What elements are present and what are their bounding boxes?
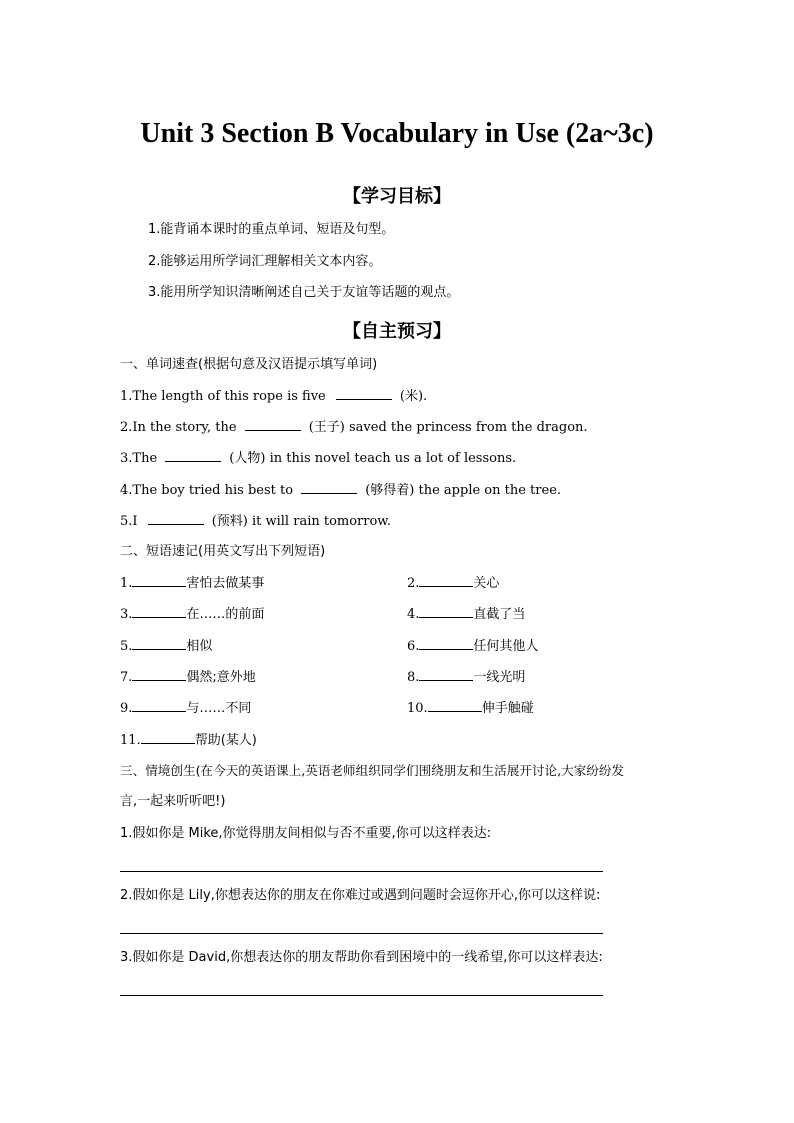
- answer-blank[interactable]: [301, 481, 357, 494]
- answer-blank[interactable]: [165, 449, 221, 462]
- answer-blank[interactable]: [419, 574, 473, 587]
- goals-heading: 【学习目标】: [343, 186, 451, 207]
- answer-blank[interactable]: [148, 512, 204, 525]
- answer-blank[interactable]: [132, 637, 186, 650]
- answer-blank[interactable]: [132, 668, 186, 681]
- answer-blank[interactable]: [141, 731, 195, 744]
- phrase-item: 6. 任何其他人: [407, 639, 539, 654]
- answer-line[interactable]: [120, 933, 603, 934]
- part3-item-3: 3.假如你是 David,你想表达你的朋友帮助你看到困境中的一线希望,你可以这样表达:: [120, 950, 603, 965]
- answer-blank[interactable]: [132, 605, 186, 618]
- phrase-item: 10. 伸手触碰: [407, 701, 534, 716]
- part3-title-line1: 三、情境创生(在今天的英语课上,英语老师组织同学们围绕朋友和生活展开讨论,大家纷纷发: [120, 763, 625, 778]
- goal-item-1: 1.能背诵本课时的重点单词、短语及句型。: [148, 222, 395, 237]
- phrase-item: 9. 与……不同: [120, 701, 252, 716]
- part1-item-3: 3.The (人物) in this novel teach us a lot of lessons.: [120, 451, 517, 466]
- phrase-item: 1. 害怕去做某事: [120, 576, 265, 591]
- phrase-item: 3. 在……的前面: [120, 607, 265, 622]
- part3-item-2: 2.假如你是 Lily,你想表达你的朋友在你难过或遇到问题时会逗你开心,你可以这样说:: [120, 888, 601, 903]
- phrase-item: 2. 关心: [407, 576, 500, 591]
- goal-item-3: 3.能用所学知识清晰阐述自己关于友谊等话题的观点。: [148, 285, 460, 300]
- part3-item-1: 1.假如你是 Mike,你觉得朋友间相似与否不重要,你可以这样表达:: [120, 826, 492, 841]
- answer-blank[interactable]: [419, 637, 473, 650]
- answer-blank[interactable]: [245, 418, 301, 431]
- answer-blank[interactable]: [419, 605, 473, 618]
- phrase-item: 11. 帮助(某人): [120, 733, 257, 748]
- phrase-item: 8. 一线光明: [407, 670, 526, 685]
- page-title: Unit 3 Section B Vocabulary in Use (2a~3c): [140, 118, 654, 149]
- goal-item-2: 2.能够运用所学词汇理解相关文本内容。: [148, 254, 382, 269]
- part2-title: 二、短语速记(用英文写出下列短语): [120, 544, 326, 559]
- part1-item-5: 5.I (预料) it will rain tomorrow.: [120, 514, 392, 529]
- preview-heading: 【自主预习】: [343, 321, 451, 342]
- part1-item-2: 2.In the story, the (王子) saved the princess from the dragon.: [120, 420, 588, 435]
- answer-blank[interactable]: [419, 668, 473, 681]
- phrase-item: 4. 直截了当: [407, 607, 526, 622]
- part1-item-1: 1.The length of this rope is five (米).: [120, 389, 428, 404]
- answer-line[interactable]: [120, 871, 603, 872]
- answer-blank[interactable]: [132, 574, 186, 587]
- phrase-item: 5. 相似: [120, 639, 213, 654]
- part1-item-4: 4.The boy tried his best to (够得着) the apple on the tree.: [120, 483, 562, 498]
- answer-blank[interactable]: [428, 699, 482, 712]
- part1-title: 一、单词速查(根据句意及汉语提示填写单词): [120, 357, 378, 372]
- answer-blank[interactable]: [132, 699, 186, 712]
- part3-title-line2: 言,一起来听听吧!): [120, 794, 226, 809]
- answer-line[interactable]: [120, 995, 603, 996]
- phrase-item: 7. 偶然;意外地: [120, 670, 256, 685]
- answer-blank[interactable]: [336, 387, 392, 400]
